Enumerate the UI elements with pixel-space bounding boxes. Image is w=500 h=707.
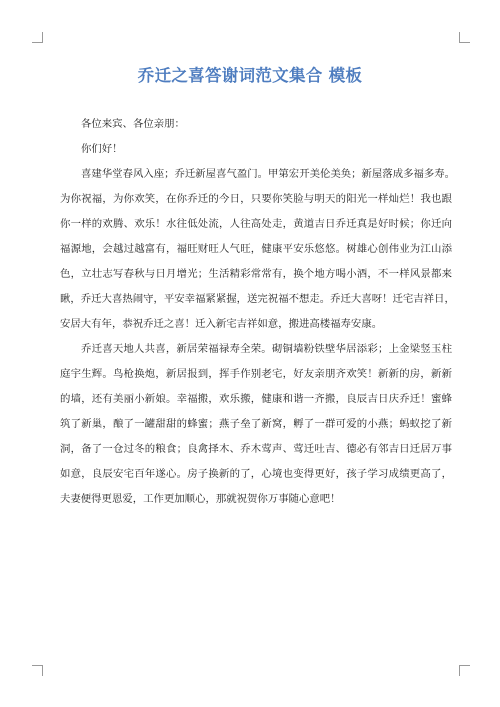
- paragraph-1-line: 色，立壮志写春秋与日月增光；生活精彩常常有，换个地方喝小酒，不一样风景都来: [60, 268, 452, 280]
- paragraph-2-line: 筑了新巢，酿了一罐甜甜的蜂蜜；燕子垒了新窝，孵了一群可爱的小燕；蚂蚁挖了新: [60, 418, 452, 430]
- greeting-line: 各位来宾、各位亲朋：: [81, 118, 185, 130]
- salutation-line: 你们好！: [81, 143, 123, 155]
- paragraph-1-line: 为你祝福，为你欢笑，在你乔迁的今日，只要你笑脸与明天的阳光一样灿烂！我也跟: [60, 193, 452, 205]
- document-body: [60, 112, 456, 512]
- paragraph-1-line: 福源地，会越过越富有，福旺财旺人气旺，健康平安乐悠悠。树雄心创伟业为江山添: [60, 243, 452, 255]
- paragraph-1-line: 安居大有年，恭祝乔迁之喜！迁入新宅吉祥如意，搬进高楼福寿安康。: [60, 318, 383, 330]
- crop-mark-top-right: [459, 32, 470, 43]
- crop-mark-bottom-left: [32, 665, 43, 676]
- paragraph-2-line: 乔迁喜天地人共喜，新居荣福禄寿全荣。砌铜墙粉铁壁华居添彩；上金梁竖玉柱: [81, 343, 452, 355]
- paragraph-2-line: 夫妻便得更恩爱，工作更加顺心，那就祝贺你万事随心意吧！: [60, 493, 341, 505]
- paragraph-2-line: 庭宇生辉。鸟枪换炮，新居报到，挥手作别老宅，好友亲朋齐欢笑！新新的房，新新: [60, 368, 452, 380]
- document-title: 乔迁之喜答谢词范文集合 模板: [137, 66, 363, 85]
- paragraph-1-line: 瞅，乔迁大喜热闹守，平安幸福紧紧握，送完祝福不想走。乔迁大喜呀！迁宅吉祥日，: [60, 293, 455, 305]
- crop-mark-top-left: [32, 32, 43, 43]
- paragraph-2-line: 如意，良辰安宅百年遂心。房子换新的了，心境也变得更好，孩子学习成绩更高了，: [60, 468, 452, 480]
- paragraph-2-line: 洞，备了一仓过冬的粮食；良禽择木、乔木莺声、莺迁吐吉、德必有邻吉日迁居万事: [60, 443, 452, 455]
- paragraph-2-line: 的墙，还有美丽小新娘。幸福搬，欢乐搬，健康和谐一齐搬，良辰吉日庆乔迁！蜜蜂: [60, 393, 452, 405]
- paragraph-1-line: 喜建华堂春风入座；乔迁新屋喜气盈门。甲第宏开美伦美奂；新屋落成多福多寿。: [81, 168, 456, 180]
- paragraph-1-line: 你一样的欢腾、欢乐！水往低处流，人往高处走，黄道吉日乔迁真是好时候；你迁向: [60, 218, 452, 230]
- crop-mark-bottom-right: [459, 665, 470, 676]
